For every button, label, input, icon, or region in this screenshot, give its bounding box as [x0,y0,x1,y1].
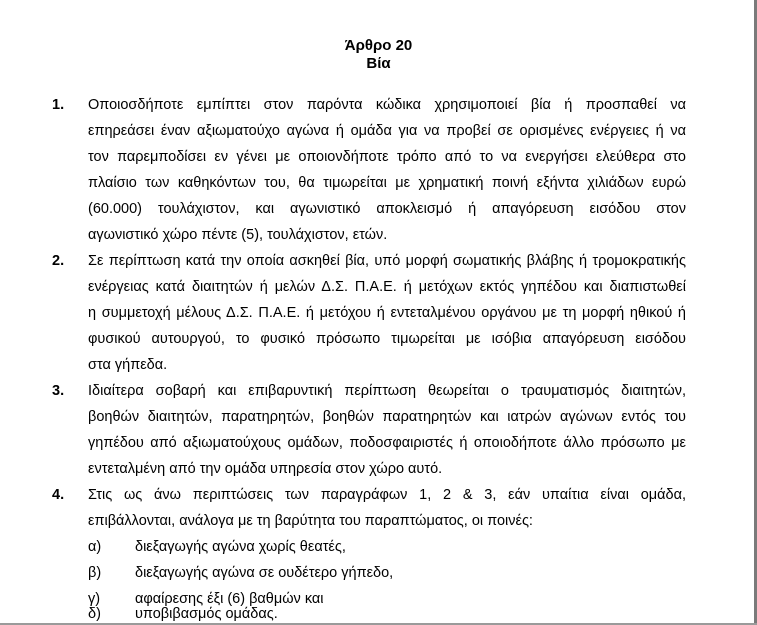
subitem-label: γ) [88,591,101,607]
paragraph-line: φυσικού αυτουργού, το φυσικό πρόσωπο τιμωρείται με ισόβια απαγόρευση εισόδου [88,331,686,347]
paragraph-line: γηπέδου από αξιωματούχους ομάδων, ποδοσφαιριστές ή οποιοδήποτε άλλο πρόσωπο με [88,435,686,451]
paragraph-line: επηρεάσει έναν αξιωματούχο αγώνα ή ομάδα για να προβεί σε ορισμένες ενέργειες ή να [88,123,686,139]
subitem-label: α) [88,539,102,555]
subitem-text: διεξαγωγής αγώνα σε ουδέτερο γήπεδο, [135,565,394,581]
paragraph-line: εντεταλμένη από την ομάδα υπηρεσία στον χώρο αυτό. [88,461,443,477]
paragraph-line: ενέργειας κατά διαιτητών ή μελών Δ.Σ. Π.Α.Ε. ή μετόχων εκτός γηπέδου και διαπιστωθεί [88,279,686,295]
subitem-label: δ) [88,606,101,622]
subitem-text: αφαίρεσης έξι (6) βαθμών και [135,591,324,607]
paragraph-line: Ιδιαίτερα σοβαρή και επιβαρυντική περίπτωση θεωρείται ο τραυματισμός διαιτητών, [88,383,686,399]
article-subtitle: Βία [366,55,391,72]
paragraph-number: 4. [52,487,65,503]
paragraph-number: 1. [52,97,65,113]
paragraph-line: επιβάλλονται, ανάλογα με τη βαρύτητα του παραπτώματος, οι ποινές: [88,513,533,529]
subitem-text: διεξαγωγής αγώνα χωρίς θεατές, [135,539,346,555]
paragraph-line: στα γήπεδα. [88,357,168,373]
article-title: Άρθρο 20 [344,37,413,54]
paragraph-line: Σε περίπτωση κατά την οποία ασκηθεί βία, υπό μορφή σωματικής βλάβης ή τρομοκρατικής [88,253,686,269]
paragraph-line: βοηθών διαιτητών, παρατηρητών, βοηθών παρατηρητών και ιατρών αγώνων εντός του [88,409,686,425]
paragraph-line: Στις ως άνω περιπτώσεις των παραγράφων 1, 2 & 3, εάν υπαίτια είναι ομάδα, [88,487,686,503]
subitem-label: β) [88,565,102,581]
subitem-text: υποβιβασμός ομάδας. [135,606,278,622]
paragraph-line: τον παρεμποδίσει εν γένει με οποιονδήποτε τρόπο από το να ενεργήσει ελεύθερα στο [88,149,686,165]
paragraph-number: 2. [52,253,65,269]
paragraph-line: πλαίσιο των καθηκόντων του, θα τιμωρείται με χρηματική ποινή εξήντα χιλιάδων ευρώ [88,175,686,191]
paragraph-line: η συμμετοχή μέλους Δ.Σ. Π.Α.Ε. ή μετόχου ή εντεταλμένου οργάνου με τη μορφή ηθικού ή [88,305,686,321]
paragraph-line: (60.000) τουλάχιστον, και αγωνιστικό αποκλεισμό ή απαγόρευση εισόδου στον [88,201,686,217]
paragraph-line: αγωνιστικό χώρο πέντε (5), τουλάχιστον, ετών. [88,227,388,243]
paragraph-line: Οποιοσδήποτε εμπίπτει στον παρόντα κώδικα χρησιμοποιεί βία ή προσπαθεί να [88,97,686,113]
paragraph-number: 3. [52,383,65,399]
